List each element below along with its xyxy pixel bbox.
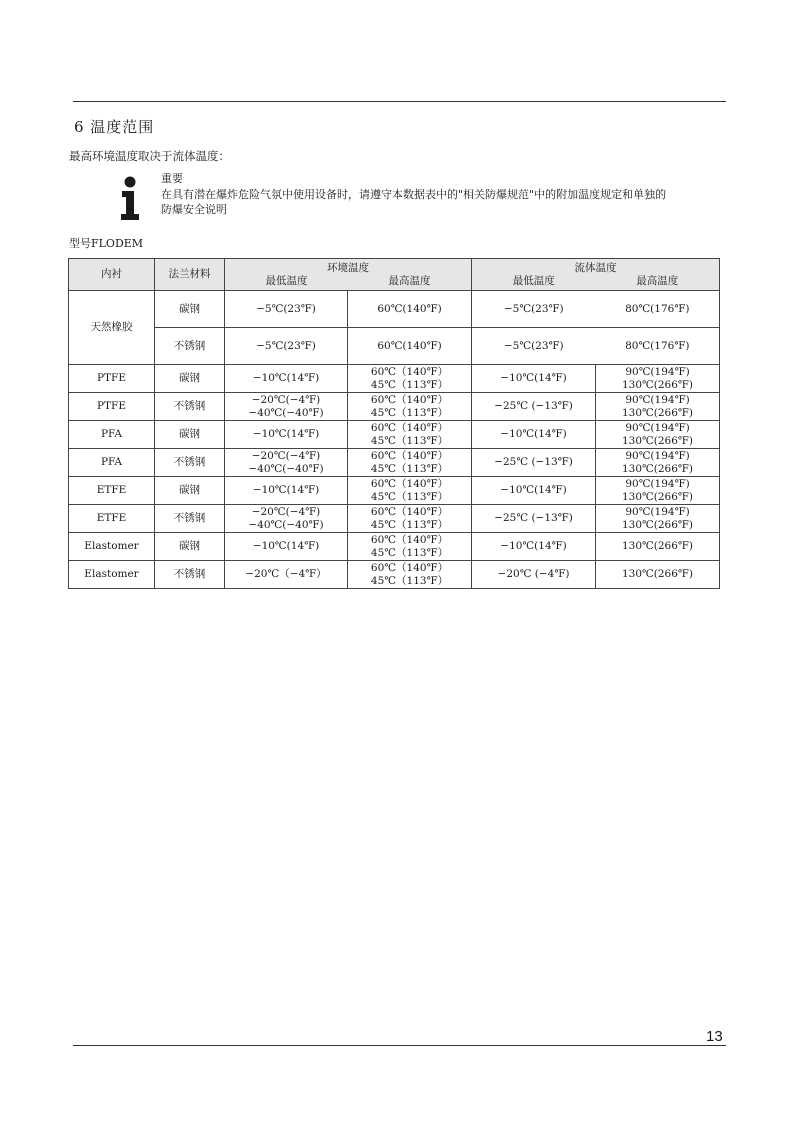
fluid-max-cell-line: 90℃(194℉)	[625, 505, 690, 518]
ambient-max-cell-line: 45℃（113℉）	[370, 462, 449, 475]
flange-cell: 不锈钢	[155, 449, 225, 477]
fluid-max-cell	[596, 365, 720, 393]
important-note	[161, 171, 731, 218]
lining-cell: PTFE	[69, 365, 155, 393]
ambient-min-cell	[225, 505, 348, 533]
ambient-max-cell-line: 60℃（140℉）	[370, 449, 449, 462]
ambient-max-cell-line: 45℃（113℉）	[370, 406, 449, 419]
ambient-min-cell	[225, 449, 348, 477]
lining-cell: Elastomer	[69, 533, 155, 561]
header-lining: 内衬	[69, 259, 155, 291]
flange-cell: 碳钢	[155, 533, 225, 561]
flange-cell: 碳钢	[155, 477, 225, 505]
ambient-min-cell	[225, 477, 348, 505]
fluid-max-cell-line: 130℃(266℉)	[621, 568, 694, 580]
fluid-min-cell: −5℃(23℉)	[472, 328, 596, 365]
ambient-min-cell: −5℃(23℉)	[225, 291, 348, 328]
ambient-min-cell-line: −10℃(14℉)	[252, 540, 320, 552]
ambient-min-cell-line: −40℃(−40℉)	[248, 462, 324, 475]
note-body-line2: 防爆安全说明	[161, 203, 227, 216]
fluid-max-cell-line: 90℃(194℉)	[625, 365, 690, 378]
section-title: 6 温度范围	[74, 118, 155, 136]
fluid-max-cell-line: 90℃(194℉)	[625, 449, 690, 462]
fluid-max-cell	[596, 421, 720, 449]
header-ambient-label: 环境温度	[327, 261, 369, 274]
ambient-min-cell-line: −20℃(−4℉)	[251, 505, 321, 518]
note-body-line1: 在具有潜在爆炸危险气氛中使用设备时，请遵守本数据表中的"相关防爆规范"中的附加温度规定和单独的	[161, 187, 667, 201]
ambient-min-cell-line: −20℃(−4℉)	[251, 449, 321, 462]
header-flange: 法兰材料	[155, 259, 225, 291]
fluid-max-cell-line: 130℃(266℉)	[621, 462, 694, 475]
fluid-min-cell: −10℃(14℉)	[472, 365, 596, 393]
ambient-min-cell-line: −10℃(14℉)	[252, 484, 320, 496]
fluid-max-cell	[596, 449, 720, 477]
table-row	[69, 561, 720, 589]
note-heading: 重要	[161, 172, 183, 185]
ambient-min-cell	[225, 421, 348, 449]
ambient-max-cell	[348, 393, 472, 421]
table-row	[69, 533, 720, 561]
fluid-max-cell: 80℃(176℉)	[596, 291, 720, 328]
ambient-max-cell-line: 60℃（140℉）	[370, 561, 449, 574]
table-row	[69, 477, 720, 505]
lining-cell: ETFE	[69, 477, 155, 505]
header-fluid-label: 流体温度	[574, 261, 617, 274]
flange-cell: 碳钢	[155, 291, 225, 328]
ambient-min-cell-line: −40℃(−40℉)	[248, 406, 324, 419]
fluid-min-cell: −25℃ (−13℉)	[472, 505, 596, 533]
fluid-min-cell: −5℃(23℉)	[472, 291, 596, 328]
page-number: 13	[706, 1028, 723, 1045]
ambient-min-cell	[225, 533, 348, 561]
ambient-max-cell	[348, 421, 472, 449]
ambient-min-cell: −5℃(23℉)	[225, 328, 348, 365]
ambient-max-cell	[348, 561, 472, 589]
fluid-min-cell: −10℃(14℉)	[472, 421, 596, 449]
ambient-min-cell-line: −10℃(14℉)	[252, 372, 320, 384]
fluid-max-cell-line: 130℃(266℉)	[621, 406, 694, 419]
ambient-min-cell	[225, 365, 348, 393]
fluid-max-cell	[596, 533, 720, 561]
header-ambient-min: 最低温度	[265, 274, 308, 287]
fluid-max-cell-line: 130℃(266℉)	[621, 434, 694, 447]
ambient-max-cell-line: 60℃（140℉）	[370, 365, 449, 378]
table-row	[69, 328, 720, 365]
table-row	[69, 505, 720, 533]
fluid-max-cell-line: 90℃(194℉)	[625, 393, 690, 406]
header-fluid-min: 最低温度	[512, 274, 555, 287]
ambient-max-cell	[348, 533, 472, 561]
fluid-max-cell: 80℃(176℉)	[596, 328, 720, 365]
info-icon	[118, 176, 142, 220]
flange-cell: 不锈钢	[155, 393, 225, 421]
header-ambient-max: 最高温度	[388, 274, 431, 287]
fluid-max-cell	[596, 393, 720, 421]
intro-text: 最高环境温度取决于流体温度：	[69, 149, 230, 163]
flange-cell: 不锈钢	[155, 561, 225, 589]
fluid-max-cell	[596, 477, 720, 505]
fluid-max-cell-line: 130℃(266℉)	[621, 540, 694, 552]
lining-cell: ETFE	[69, 505, 155, 533]
flange-cell: 碳钢	[155, 421, 225, 449]
model-label: 型号FLODEM	[69, 237, 144, 250]
fluid-min-cell: −10℃(14℉)	[472, 477, 596, 505]
fluid-max-cell-line: 130℃(266℉)	[621, 490, 694, 503]
lining-cell: PFA	[69, 449, 155, 477]
fluid-max-cell-line: 130℃(266℉)	[621, 378, 694, 391]
ambient-max-cell: 60℃(140℉)	[348, 328, 472, 365]
ambient-min-cell	[225, 561, 348, 589]
ambient-max-cell	[348, 365, 472, 393]
ambient-max-cell-line: 45℃（113℉）	[370, 490, 449, 503]
lining-cell: 天然橡胶	[69, 291, 155, 365]
ambient-max-cell-line: 60℃（140℉）	[370, 421, 449, 434]
ambient-max-cell-line: 45℃（113℉）	[370, 378, 449, 391]
ambient-min-cell-line: −20℃(−4℉)	[251, 393, 321, 406]
ambient-max-cell-line: 45℃（113℉）	[370, 518, 449, 531]
table-row	[69, 421, 720, 449]
fluid-max-cell	[596, 561, 720, 589]
table-row	[69, 291, 720, 328]
ambient-min-cell-line: −10℃(14℉)	[252, 428, 320, 440]
header-ambient	[225, 259, 472, 291]
ambient-min-cell	[225, 393, 348, 421]
fluid-max-cell-line: 90℃(194℉)	[625, 421, 690, 434]
ambient-max-cell-line: 45℃（113℉）	[370, 434, 449, 447]
header-fluid	[472, 259, 720, 291]
bottom-rule	[73, 1045, 726, 1046]
fluid-min-cell: −20℃ (−4℉)	[472, 561, 596, 589]
ambient-max-cell-line: 45℃（113℉）	[370, 546, 449, 559]
lining-cell: Elastomer	[69, 561, 155, 589]
temperature-table	[68, 258, 720, 589]
flange-cell: 碳钢	[155, 365, 225, 393]
top-rule	[73, 101, 726, 102]
ambient-max-cell-line: 60℃（140℉）	[370, 533, 449, 546]
ambient-max-cell-line: 60℃（140℉）	[370, 505, 449, 518]
ambient-max-cell	[348, 477, 472, 505]
table-row	[69, 365, 720, 393]
lining-cell: PTFE	[69, 393, 155, 421]
flange-cell: 不锈钢	[155, 328, 225, 365]
ambient-min-cell-line: −20℃（−4℉）	[245, 568, 327, 580]
fluid-min-cell: −10℃(14℉)	[472, 533, 596, 561]
flange-cell: 不锈钢	[155, 505, 225, 533]
fluid-max-cell-line: 90℃(194℉)	[625, 477, 690, 490]
fluid-max-cell	[596, 505, 720, 533]
ambient-max-cell-line: 60℃（140℉）	[370, 393, 449, 406]
ambient-max-cell-line: 45℃（113℉）	[370, 574, 449, 587]
header-fluid-max: 最高温度	[636, 274, 679, 287]
lining-cell: PFA	[69, 421, 155, 449]
fluid-max-cell-line: 130℃(266℉)	[621, 518, 694, 531]
table-row	[69, 393, 720, 421]
ambient-max-cell	[348, 505, 472, 533]
fluid-min-cell: −25℃ (−13℉)	[472, 449, 596, 477]
ambient-max-cell: 60℃(140℉)	[348, 291, 472, 328]
fluid-min-cell: −25℃ (−13℉)	[472, 393, 596, 421]
ambient-max-cell-line: 60℃（140℉）	[370, 477, 449, 490]
ambient-max-cell	[348, 449, 472, 477]
table-row	[69, 449, 720, 477]
ambient-min-cell-line: −40℃(−40℉)	[248, 518, 324, 531]
